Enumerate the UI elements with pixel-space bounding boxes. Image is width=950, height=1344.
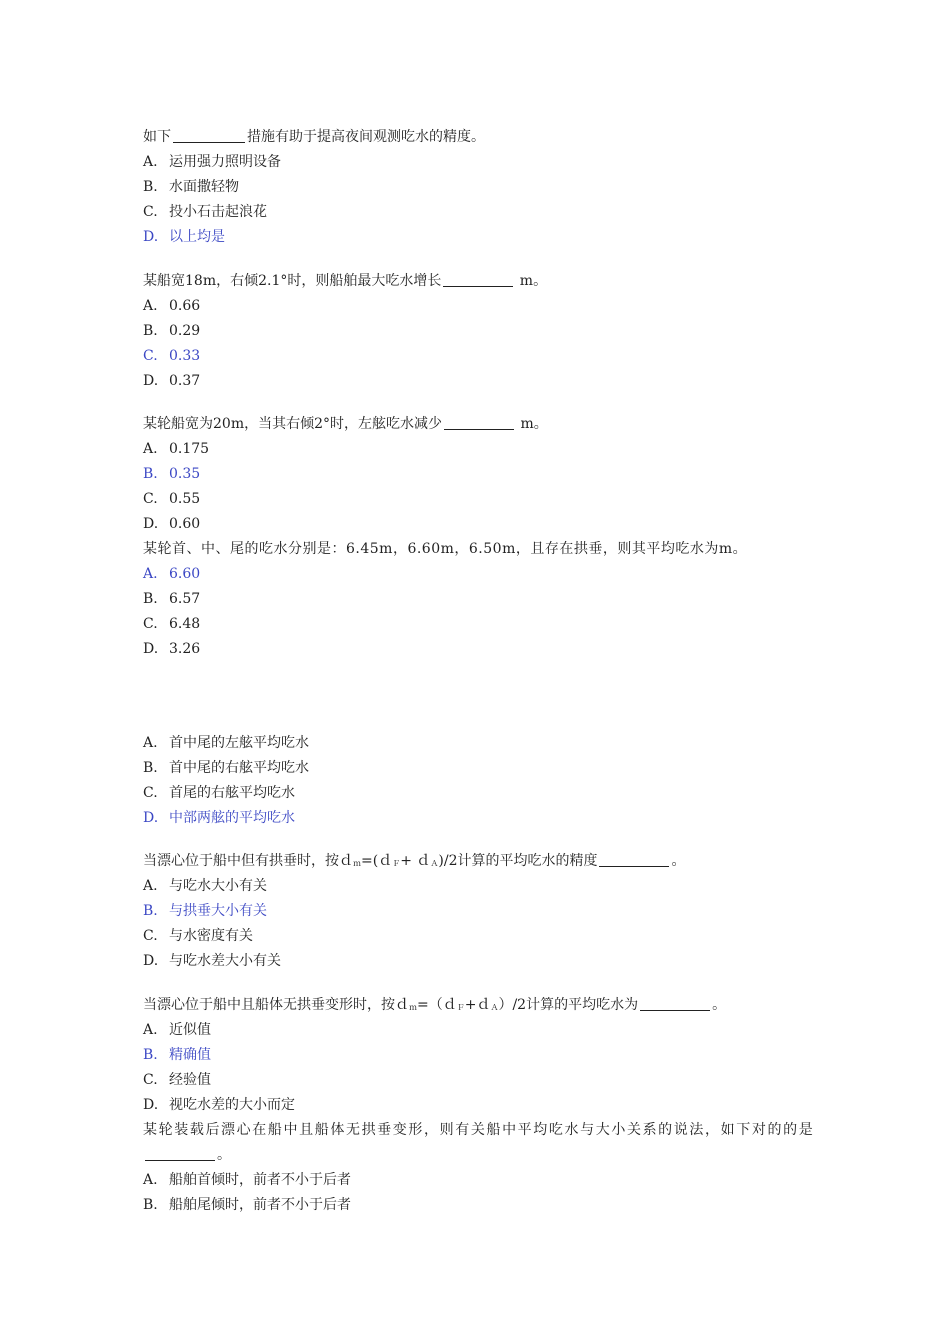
question-7 [143, 993, 813, 1118]
option-b: B. 首中尾的右舷平均吃水 [143, 760, 309, 776]
option-a: A. 首中尾的左舷平均吃水 [143, 735, 309, 751]
option-a: A. 0.66 [143, 298, 201, 314]
option-b-correct: B. 精确值 [143, 1047, 211, 1063]
option-c-correct: C. 0.33 [143, 348, 201, 364]
question-stem: 某轮首、中、尾的吃水分别是：6.45m，6.60m，6.50m，且存在拱垂，则其平均吃水为m。 [143, 541, 748, 557]
question-3 [143, 412, 813, 537]
option-c: C. 首尾的右舷平均吃水 [143, 785, 295, 801]
stem-text: 某轮船宽为20m，当其右倾2°时，左舷吃水减少 [143, 416, 442, 432]
question-5 [143, 731, 813, 831]
stem-text: m。 [516, 416, 548, 432]
option-b-correct: B. 0.35 [143, 466, 201, 482]
question-1 [143, 125, 813, 250]
question-6 [143, 849, 813, 974]
option-d: D. 与吃水差大小有关 [143, 953, 281, 969]
option-d: D. 视吃水差的大小而定 [143, 1097, 295, 1113]
question-stem: 当漂心位于船中但有拱垂时，按ｄ$_m$=(ｄ$_F$+ ｄ$_A$)/2计算的平均吃水的精度 。 [143, 853, 686, 869]
answer-blank [444, 415, 514, 430]
option-b: B. 水面撒轻物 [143, 179, 239, 195]
option-a-correct: A. 6.60 [143, 566, 201, 582]
question-2 [143, 269, 813, 394]
option-a: A. 近似值 [143, 1022, 211, 1038]
option-c: C. 投小石击起浪花 [143, 204, 267, 220]
option-c: C. 6.48 [143, 616, 201, 632]
stem-text: m。 [515, 273, 548, 289]
option-a: A. 船舶首倾时，前者不小于后者 [143, 1172, 351, 1188]
answer-blank [173, 128, 245, 143]
option-d-correct: D. 中部两舷的平均吃水 [143, 810, 295, 826]
option-a: A. 与吃水大小有关 [143, 878, 267, 894]
stem-text: 如下 [143, 129, 171, 145]
option-a: A. 0.175 [143, 441, 210, 457]
answer-blank [443, 272, 513, 287]
stem-text: 某船宽18m，右倾2.1°时，则船舶最大吃水增长 [143, 273, 442, 289]
stem-text: 措施有助于提高夜间观测吃水的精度。 [247, 129, 485, 145]
option-b: B. 0.29 [143, 323, 201, 339]
option-b: B. 船舶尾倾时，前者不小于后者 [143, 1197, 351, 1213]
option-c: C. 经验值 [143, 1072, 211, 1088]
option-d-correct: D. 以上均是 [143, 229, 225, 245]
option-b-correct: B. 与拱垂大小有关 [143, 903, 267, 919]
option-b: B. 6.57 [143, 591, 201, 607]
option-d: D. 0.37 [143, 373, 201, 389]
question-4 [143, 537, 813, 662]
question-stem [143, 125, 813, 150]
question-stem: 某轮装载后漂心在船中且船体无拱垂变形，则有关船中平均吃水与大小关系的说法，如下对的的是。 [143, 1122, 813, 1163]
option-d: D. 0.60 [143, 516, 201, 532]
question-stem: 当漂心位于船中且船体无拱垂变形时，按ｄ$_m$=（ｄ$_F$+ｄ$_A$）/2计算的平均吃水为 。 [143, 997, 727, 1013]
answer-blank [640, 996, 710, 1011]
option-a: A. 运用强力照明设备 [143, 154, 281, 170]
question-stem [143, 269, 813, 294]
option-c: C. 0.55 [143, 491, 201, 507]
answer-blank [599, 852, 669, 867]
option-d: D. 3.26 [143, 641, 201, 657]
question-8 [143, 1118, 813, 1218]
option-c: C. 与水密度有关 [143, 928, 253, 944]
answer-blank [145, 1146, 215, 1161]
question-stem [143, 412, 813, 437]
